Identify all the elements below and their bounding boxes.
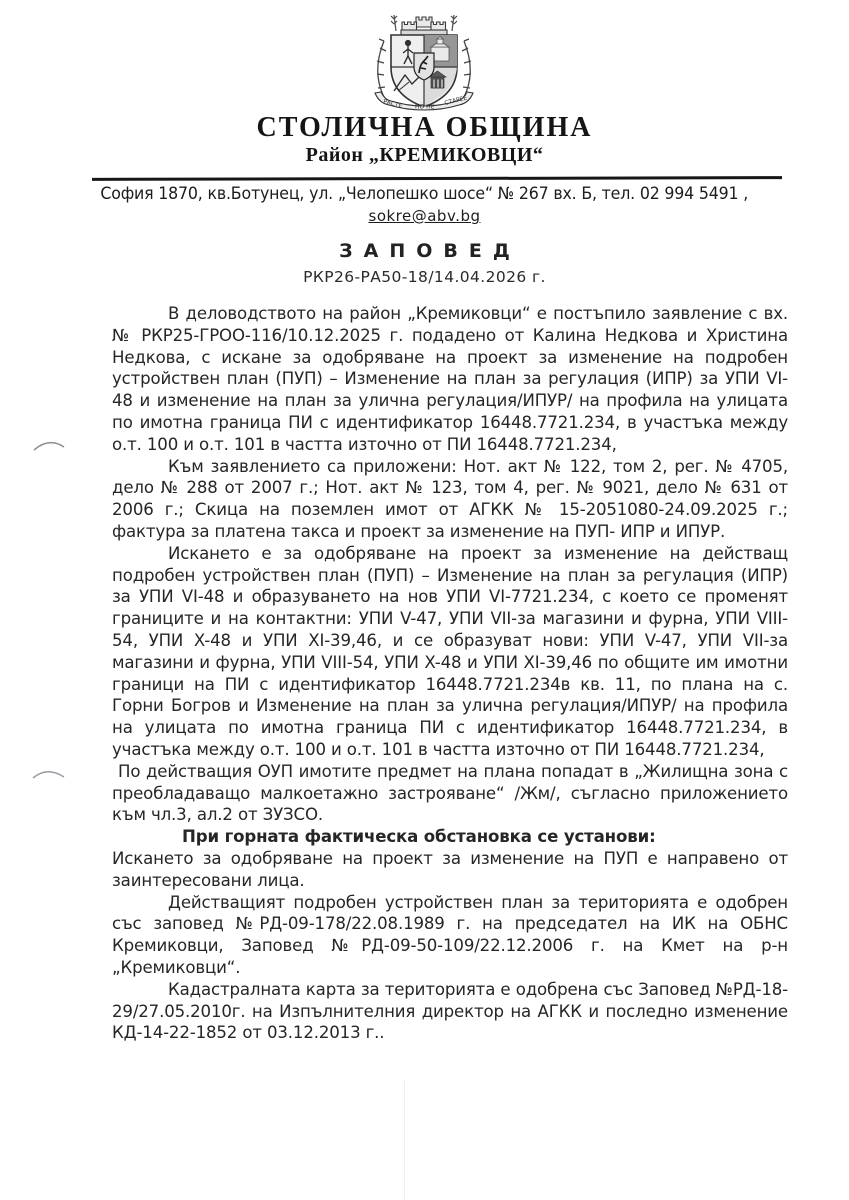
paragraph-interested-parties: Искането за одобряване на проект за изменение на ПУП е направено от заинтересовани лица.	[112, 848, 788, 890]
order-body	[112, 303, 788, 1044]
sofia-coat-of-arms-icon	[363, 11, 485, 117]
header-divider	[92, 176, 782, 180]
motto-word-3: СТАРЕЕ	[443, 94, 468, 107]
paragraph-application-intake: В деловодството на район „Кремиковци“ е постъпило заявление с вх.№ РКР25-ГРОО-116/10.12.2025 г. подадено от Калина Недкова и Христина Недкова, с искане за одобряване на проект за изменение на подробен устройствен план (ПУП) – Изменение на план за регулация (ИПР) за УПИ VI-48 и изменение на план за улична регулация/ИПУР/ на профила на улицата по имотна граница ПИ с идентификатор 16448.7721.234, в участъка между о.т. 100 и о.т. 101 в частта източно от ПИ 16448.7721.234,	[112, 304, 788, 454]
pen-mark-icon	[31, 765, 67, 783]
paragraph-findings-heading: При горната фактическа обстановка се установи:	[182, 827, 656, 847]
paragraph-current-plan: Действащият подробен устройствен план за територията е одобрен със заповед №РД-09-178/22.08.1989 г. на председател на ИК на ОБНС Кремиковци, Заповед №РД-09-50-109/22.12.2006 г. на Кмет на р-н „Кремиковци“.	[112, 892, 788, 977]
document-number: РКР26-РА50-18/14.04.2026 г.	[303, 268, 546, 286]
motto-word-1: РАСТЕ	[382, 98, 404, 110]
paragraph-attachments: Към заявлението са приложени: Нот. акт № 122, том 2, рег. № 4705, дело № 288 от 2007 г.; Нот. акт № 123, том 4, рег. № 9021, дело № 631 от 2006 г.; Скица на поземлен имот от АГКК № 15-2051080-24.09.2025 г.; фактура за платена такса и проект за изменение на ПУП- ИПР и ИПУР.	[112, 456, 788, 541]
district-name: Район „КРЕМИКОВЦИ“	[305, 144, 544, 166]
motto-word-2: НО НЕ	[415, 103, 435, 111]
paragraph-request-details: Искането е за одобряване на проект за изменение на действащ подробен устройствен план (ПУП) – Изменение на план за регулация (ИПР) за УПИ VI-48 и образуването на нов УПИ VI-7721.234, с което се променят границите и на контактни: УПИ V-47, УПИ VII-за магазини и фурна, УПИ VIII-54, УПИ X-48 и УПИ XI-39,46, и се образуват нови: УПИ V-47, УПИ VII-за магазини и фурна, УПИ VIII-54, УПИ X-48 и УПИ XI-39,46 по общите им имотни граници на ПИ с идентификатор 16448.7721.234в кв. 11, по плана на с. Горни Богров и Изменение на план за улична регулация/ИПУР/ на профила на улицата по имотна граница ПИ с идентификатор 16448.7721.234, в участъка между о.т. 100 и о.т. 101 в частта източно от ПИ 16448.7721.234,	[112, 543, 788, 759]
shield	[391, 35, 457, 107]
document-type-title: ЗАПОВЕД	[339, 240, 521, 262]
email-address: sokre@abv.bg	[368, 207, 481, 225]
pen-mark-icon	[32, 436, 68, 454]
paragraph-cadastral-map: Кадастралната карта за територията е одобрена със Заповед №РД-18-29/27.05.2010г. на Изпълнителния директор на АГКК и последно изменение КД-14-22-1852 от 03.12.2013 г..	[112, 979, 788, 1043]
org-name: СТОЛИЧНА ОБЩИНА	[256, 112, 593, 143]
inner-shield-lion	[414, 53, 434, 80]
paragraph-oup-zone: По действащия ОУП имотите предмет на плана попадат в „Жилищна зона с преобладаващо малкоетажно застрояване“ /Жм/, съгласно приложението към чл.3, ал.2 от ЗУЗСО.	[112, 761, 788, 825]
address-line	[0, 184, 849, 204]
mural-crown	[401, 17, 447, 35]
scan-artifact	[404, 1080, 405, 1200]
address-text: София 1870, кв.Ботунец, ул. „Челопешко шосе“ № 267 вх. Б, тел. 02 994 5491 ,	[100, 184, 749, 204]
